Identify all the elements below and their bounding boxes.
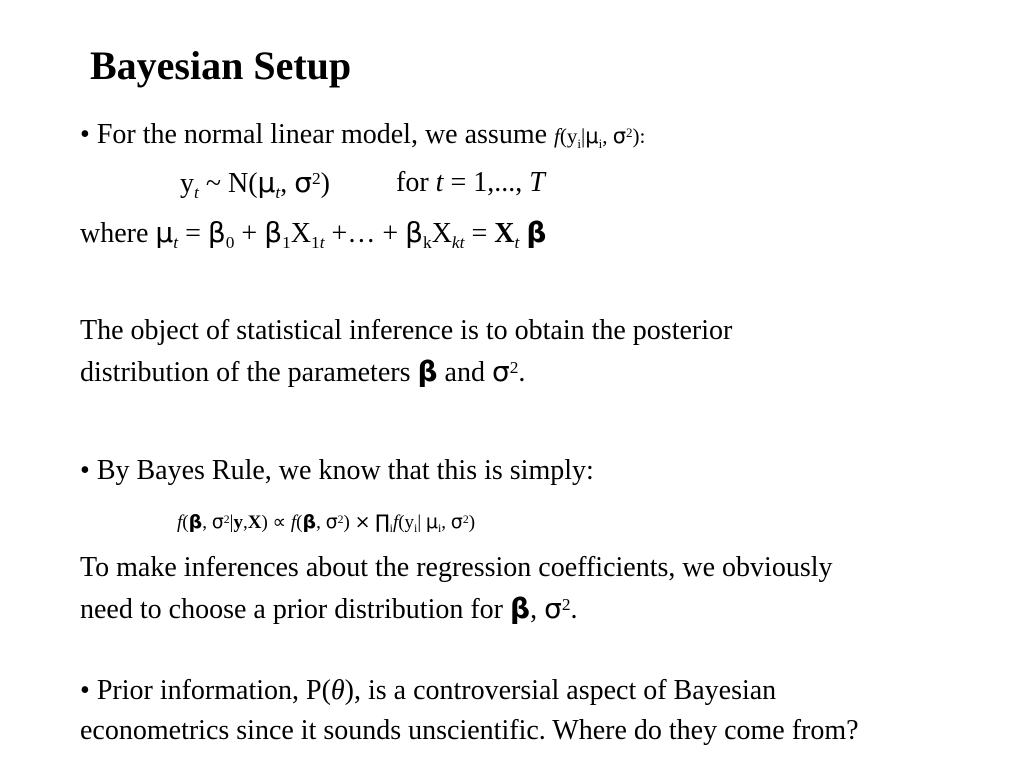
superscript: 2 [626, 125, 633, 141]
proportional-symbol: ∝ [272, 511, 287, 533]
mu-symbol: μ [585, 124, 599, 148]
comma: , [242, 512, 248, 533]
paren: ( [398, 512, 405, 533]
beta-vector: β [510, 592, 531, 625]
superscript: 2 [337, 512, 344, 526]
subscript: t [173, 233, 179, 253]
inference-paragraph-line-2 [80, 355, 525, 390]
beta-symbol: β [264, 216, 283, 249]
bar: | [581, 124, 586, 148]
f-symbol: f [554, 124, 560, 148]
f-symbol: f [392, 512, 399, 533]
subscript: i [389, 522, 393, 536]
t-var: t [435, 167, 444, 198]
comma: , [202, 512, 207, 533]
superscript: 2 [561, 595, 571, 615]
bullet-prior-information-line-2: econometrics since it sounds unscientific. Where do they come from? [80, 715, 859, 746]
slide-title: Bayesian Setup [90, 43, 352, 88]
mu-symbol: μ [425, 511, 438, 533]
sigma-symbol: σ [211, 511, 224, 533]
paren: ): [632, 124, 646, 148]
subscript: t [275, 183, 281, 203]
subscript-t: t [319, 233, 325, 253]
theta-symbol: θ [330, 675, 345, 706]
subscript: i [598, 135, 603, 151]
mean-definition [80, 216, 546, 251]
y-vector: y [233, 512, 243, 533]
normal-dist: ~ N( [205, 168, 258, 199]
comma: , [316, 512, 321, 533]
period: . [518, 357, 526, 388]
bar: | [229, 512, 234, 533]
prior-paragraph-line-1: To make inferences about the regression coefficients, we obviously [80, 552, 833, 583]
sigma-symbol: σ [612, 124, 627, 148]
x-var: X [431, 218, 452, 249]
comma: , [530, 594, 538, 625]
equals: = [185, 218, 201, 249]
and-text: and [444, 357, 485, 388]
bullet-marker: • [80, 675, 90, 706]
period: . [570, 594, 578, 625]
for-text: for [396, 167, 429, 198]
superscript: 2 [311, 169, 321, 189]
paren: ) [343, 512, 350, 533]
range-text: = 1,..., [450, 167, 523, 198]
subscript: k [423, 233, 432, 253]
beta-vector: β [417, 355, 438, 388]
paren: ) [261, 512, 268, 533]
inference-paragraph-line-1: The object of statistical inference is to obtain the posterior [80, 315, 733, 346]
subscript: i [437, 522, 442, 536]
beta-vector: β [526, 216, 547, 249]
plus: + [241, 218, 258, 249]
equals: = [471, 218, 488, 249]
f-symbol: f [290, 512, 297, 533]
sigma-symbol: σ [544, 592, 562, 625]
likelihood-notation [554, 124, 646, 151]
subscript: t [194, 183, 199, 203]
y-var: y [180, 168, 194, 199]
sigma-symbol: σ [325, 511, 338, 533]
superscript: 2 [223, 512, 230, 526]
beta-symbol: β [207, 216, 226, 249]
sigma-symbol: σ [491, 355, 510, 388]
bullet-text: By Bayes Rule, we know that this is simply: [96, 455, 594, 486]
subscript: t [514, 233, 520, 253]
bullet-bayes-rule [80, 454, 594, 488]
paren: ) [320, 168, 330, 199]
paren: ) [468, 512, 476, 533]
subscript: 1 [282, 233, 291, 253]
times-symbol: × [354, 511, 371, 533]
X-matrix: X [247, 512, 262, 533]
comma: , [441, 512, 447, 533]
mu-symbol: μ [257, 166, 276, 199]
superscript: 2 [509, 358, 519, 378]
paren: ( [182, 512, 189, 533]
x-var: X [290, 218, 312, 249]
bullet-marker: • [80, 119, 90, 150]
bar: | [417, 512, 422, 533]
paren: ( [296, 512, 303, 533]
ellipsis-plus: +… + [331, 218, 399, 249]
index-range [396, 166, 545, 200]
bullet-normal-model [80, 118, 645, 153]
subscript: i [577, 135, 581, 151]
subscript [311, 233, 325, 252]
T-var: T [529, 167, 545, 198]
X-matrix: X [494, 218, 515, 249]
subscript-index: 1 [311, 233, 320, 253]
text: need to choose a prior distribution for [80, 594, 504, 625]
y-var: y [404, 512, 415, 533]
subscript: kt [451, 233, 465, 253]
text: distribution of the parameters [80, 357, 411, 388]
beta-vector: β [302, 511, 317, 533]
beta-symbol: β [405, 216, 423, 249]
subscript: 0 [225, 233, 235, 253]
y-var: y [566, 124, 578, 148]
comma: , [602, 124, 608, 148]
f-symbol: f [177, 512, 183, 533]
bullet-marker: • [80, 455, 90, 486]
mu-symbol: μ [155, 216, 174, 249]
text: Prior information, P( [96, 675, 331, 706]
bayes-formula [177, 505, 475, 540]
comma: , [280, 168, 288, 199]
where-text: where [80, 218, 149, 249]
beta-vector: β [188, 511, 203, 533]
prior-paragraph-line-2 [80, 592, 578, 627]
text: ), is a controversial aspect of Bayesian [344, 675, 777, 706]
sigma-symbol: σ [450, 511, 463, 533]
subscript: i [414, 522, 418, 536]
paren: ( [559, 124, 567, 148]
bullet-text: For the normal linear model, we assume [96, 119, 548, 150]
model-equation [180, 166, 330, 201]
product-symbol: ∏ [375, 511, 390, 533]
superscript: 2 [462, 512, 469, 526]
sigma-symbol: σ [294, 166, 312, 199]
bullet-prior-information-line-1 [80, 674, 776, 708]
